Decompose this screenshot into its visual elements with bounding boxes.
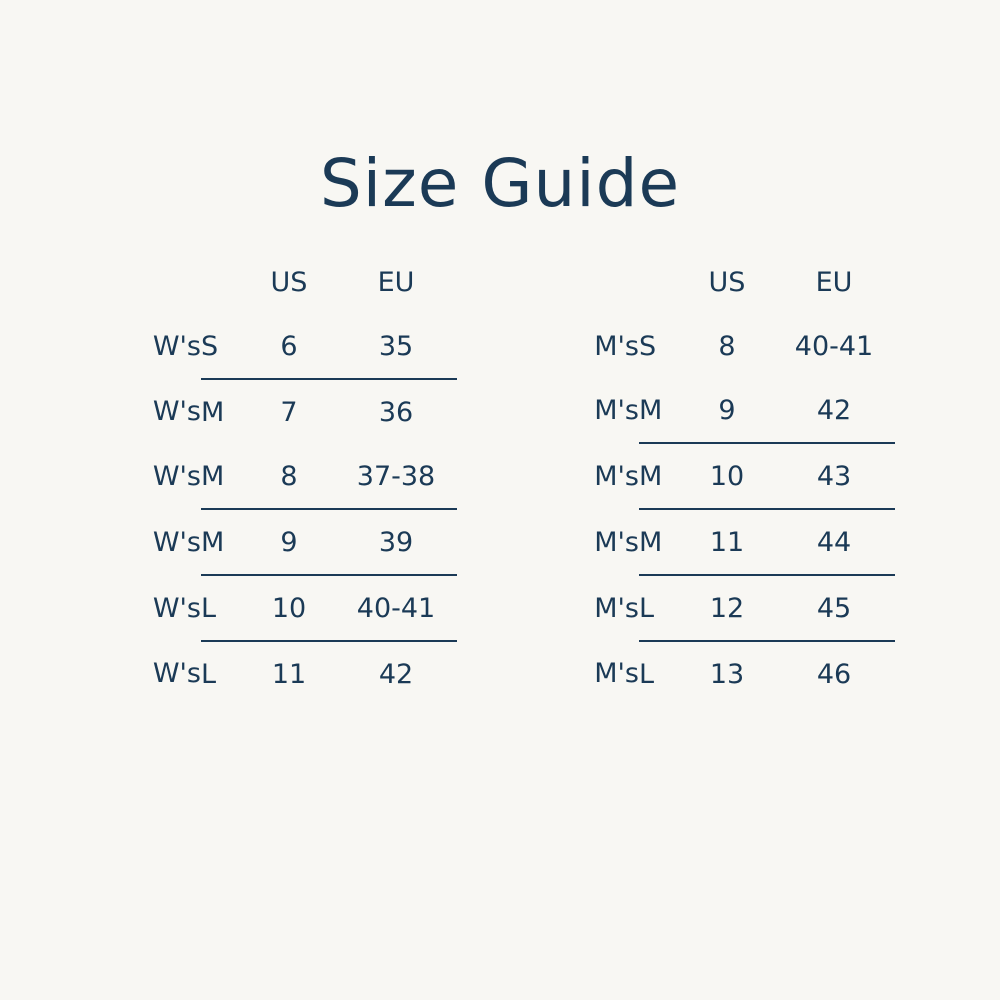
row-us: 8 bbox=[243, 444, 335, 509]
row-size: S bbox=[639, 330, 657, 362]
mens-table-header bbox=[543, 250, 895, 314]
table-row bbox=[105, 641, 457, 706]
size-tables-container bbox=[0, 250, 1000, 706]
row-size: L bbox=[639, 658, 655, 690]
row-label: M's bbox=[594, 526, 639, 558]
row-eu: 36 bbox=[378, 396, 414, 428]
womens-table-body bbox=[105, 314, 457, 706]
row-eu: 37-38 bbox=[335, 444, 457, 509]
row-us: 11 bbox=[681, 509, 773, 575]
row-us: 9 bbox=[243, 509, 335, 575]
row-us: 11 bbox=[271, 658, 307, 690]
row-us: 10 bbox=[681, 443, 773, 509]
row-size: M bbox=[639, 443, 681, 509]
womens-header-eu: EU bbox=[377, 266, 415, 298]
row-us: 7 bbox=[280, 396, 298, 428]
table-row bbox=[105, 314, 457, 379]
table-header-row bbox=[543, 250, 895, 314]
row-label: M's bbox=[594, 658, 639, 689]
table-row bbox=[543, 443, 895, 509]
table-row bbox=[105, 509, 457, 575]
row-eu: 40-41 bbox=[794, 330, 874, 362]
table-row bbox=[105, 379, 457, 444]
row-eu: 43 bbox=[773, 443, 895, 509]
row-label: M's bbox=[594, 460, 639, 492]
mens-header-blank bbox=[543, 250, 639, 314]
table-row bbox=[105, 444, 457, 509]
row-label: W's bbox=[152, 592, 201, 624]
mens-size-table bbox=[543, 250, 895, 706]
row-label: W's bbox=[152, 526, 201, 558]
page-title: Size Guide bbox=[319, 145, 681, 223]
row-eu: 46 bbox=[816, 658, 852, 690]
row-label: W's bbox=[152, 461, 201, 492]
womens-table-header bbox=[105, 250, 457, 314]
row-us: 13 bbox=[709, 658, 745, 690]
row-size: M bbox=[201, 396, 225, 428]
table-row bbox=[543, 509, 895, 575]
womens-size-table bbox=[105, 250, 457, 706]
mens-header-eu: EU bbox=[815, 266, 853, 298]
row-us: 10 bbox=[243, 575, 335, 641]
row-size: M bbox=[201, 444, 243, 509]
row-us: 8 bbox=[718, 330, 736, 362]
row-label: W's bbox=[152, 331, 201, 362]
row-us: 6 bbox=[243, 314, 335, 379]
row-size: S bbox=[201, 314, 243, 379]
womens-header-us: US bbox=[270, 266, 308, 298]
mens-header-size bbox=[639, 250, 681, 314]
row-size: M bbox=[639, 509, 681, 575]
table-row bbox=[105, 575, 457, 641]
table-row bbox=[543, 378, 895, 443]
row-eu: 40-41 bbox=[335, 575, 457, 641]
row-size: L bbox=[201, 575, 243, 641]
row-eu: 42 bbox=[773, 378, 895, 443]
row-us: 12 bbox=[681, 575, 773, 641]
row-label: W's bbox=[152, 396, 201, 427]
womens-header-size bbox=[201, 250, 243, 314]
row-eu: 44 bbox=[773, 509, 895, 575]
row-size: L bbox=[201, 658, 217, 690]
row-label: M's bbox=[594, 395, 639, 426]
table-row bbox=[543, 314, 895, 378]
row-label: M's bbox=[594, 592, 639, 624]
table-row bbox=[543, 641, 895, 706]
row-eu: 35 bbox=[335, 314, 457, 379]
row-size: L bbox=[639, 575, 681, 641]
row-size: M bbox=[201, 509, 243, 575]
row-eu: 42 bbox=[378, 658, 414, 690]
row-eu: 45 bbox=[773, 575, 895, 641]
row-label: M's bbox=[594, 330, 639, 362]
mens-table-body bbox=[543, 314, 895, 706]
mens-header-us: US bbox=[708, 266, 746, 298]
row-size: M bbox=[639, 378, 681, 443]
row-label: W's bbox=[152, 658, 201, 689]
womens-header-blank bbox=[105, 250, 201, 314]
row-eu: 39 bbox=[335, 509, 457, 575]
table-header-row bbox=[105, 250, 457, 314]
row-us: 9 bbox=[681, 378, 773, 443]
table-row bbox=[543, 575, 895, 641]
